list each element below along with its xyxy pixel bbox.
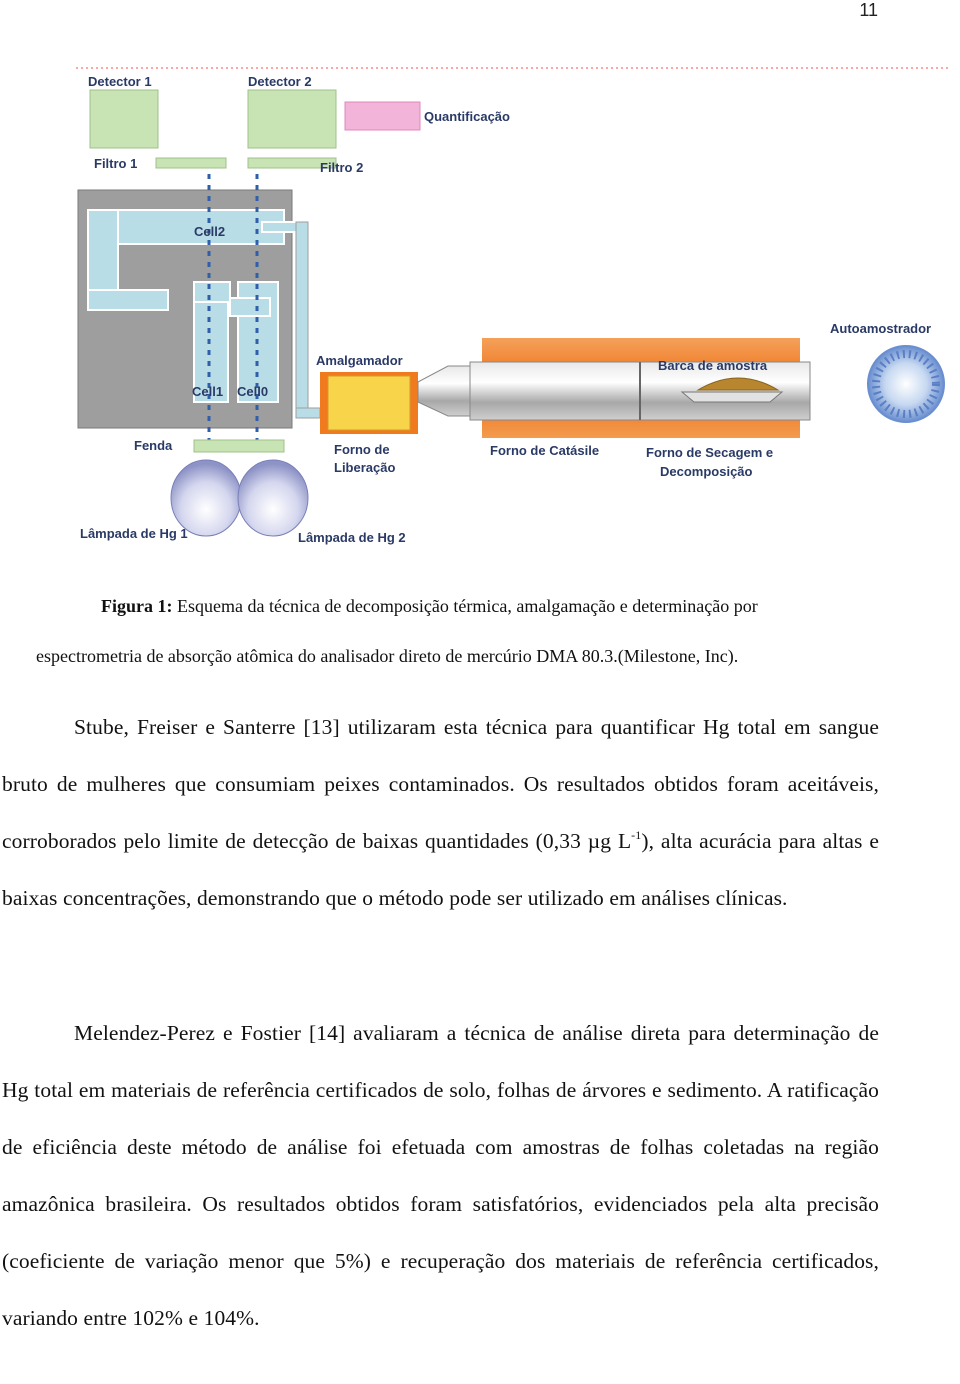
autosampler-label: Autoamostrador (830, 321, 932, 336)
paragraph-2: Melendez-Perez e Fostier [14] avaliaram a técnica de análise direta para determinação de Hg total em materiais de referência certificados de solo, folhas de árvores e sedimento. A ratificação de eficiência deste método de análise foi efetuada com amostras de folhas coletadas na região amazônica brasileira. Os resultados obtidos foram satisfatórios, evidenciados pela alta precisão (coeficiente de variação menor que 5%) e recuperação dos materiais de referência certificados, variando entre 102% e 104%. (2, 1021, 879, 1330)
catalysis-furnace-label: Forno de Catásile (490, 443, 600, 458)
outlet-tube-foot (296, 408, 320, 418)
paragraph-1 (2, 699, 879, 927)
paragraph-1-text-b: ), alta acurácia para altas e baixas concentrações, demonstrando que o método pode ser utilizado em análises clínicas. (2, 829, 879, 910)
hg-lamp-2 (238, 460, 308, 536)
filter-2-label: Filtro 2 (320, 160, 364, 175)
outlet-tube-v (296, 222, 308, 418)
paragraph-1-superscript: -1 (631, 828, 642, 842)
amalgamator-label: Amalgamador (316, 353, 403, 368)
drying-furnace-label-1: Forno de Secagem e (646, 445, 774, 460)
cell-0-label: Cell0 (237, 384, 269, 399)
cell-1-label: Cell1 (192, 384, 224, 399)
outlet-tube-h (262, 222, 300, 232)
caption-text-1: Esquema da técnica de decomposição térmica, amalgamação e determinação por (172, 596, 758, 616)
slit (194, 440, 284, 452)
caption-label: Figura 1: (101, 596, 173, 616)
release-furnace-label-2: Liberação (334, 460, 396, 475)
dma-schematic-figure (70, 62, 960, 562)
caption-line-2: espectrometria de absorção atômica do analisador direto de mercúrio DMA 80.3.(Milestone, Inc). (36, 646, 739, 666)
filter-1 (156, 158, 226, 168)
caption-line-1 (101, 594, 758, 619)
amalgamator (328, 376, 410, 430)
cell-0-top (230, 298, 270, 316)
drying-furnace-label-2: Decomposição (660, 464, 753, 479)
cell-1-top (194, 282, 230, 302)
cell-2-arm-bottom (88, 290, 168, 310)
dma-schematic-svg (70, 62, 960, 562)
detector-1-label: Detector 1 (88, 74, 152, 89)
cell-2-label: Cell2 (194, 224, 226, 239)
hg-lamp-2-label: Lâmpada de Hg 2 (298, 530, 406, 545)
release-furnace-label-1: Forno de (334, 442, 390, 457)
sample-boat-label: Barca de amostra (658, 358, 768, 373)
filter-1-label: Filtro 1 (94, 156, 138, 171)
page-number: 11 (859, 0, 878, 20)
detector-2-box (248, 90, 336, 148)
paragraph-1-text-a: Stube, Freiser e Santerre [13] utilizaram esta técnica para quantificar Hg total em sangue bruto de mulheres que consumiam peixes contaminados. Os resultados obtidos foram aceitáveis, corroborados pelo limite de detecção de baixas quantidades (0,33 µg L (2, 715, 879, 853)
quantification-label: Quantificação (424, 109, 510, 124)
connector-cone (418, 366, 470, 416)
hg-lamp-1 (171, 460, 241, 536)
detector-1-box (90, 90, 158, 148)
quantification-box (345, 102, 420, 130)
hg-lamp-1-label: Lâmpada de Hg 1 (80, 526, 188, 541)
sample-boat (682, 392, 782, 402)
detector-2-label: Detector 2 (248, 74, 312, 89)
slit-label: Fenda (134, 438, 173, 453)
